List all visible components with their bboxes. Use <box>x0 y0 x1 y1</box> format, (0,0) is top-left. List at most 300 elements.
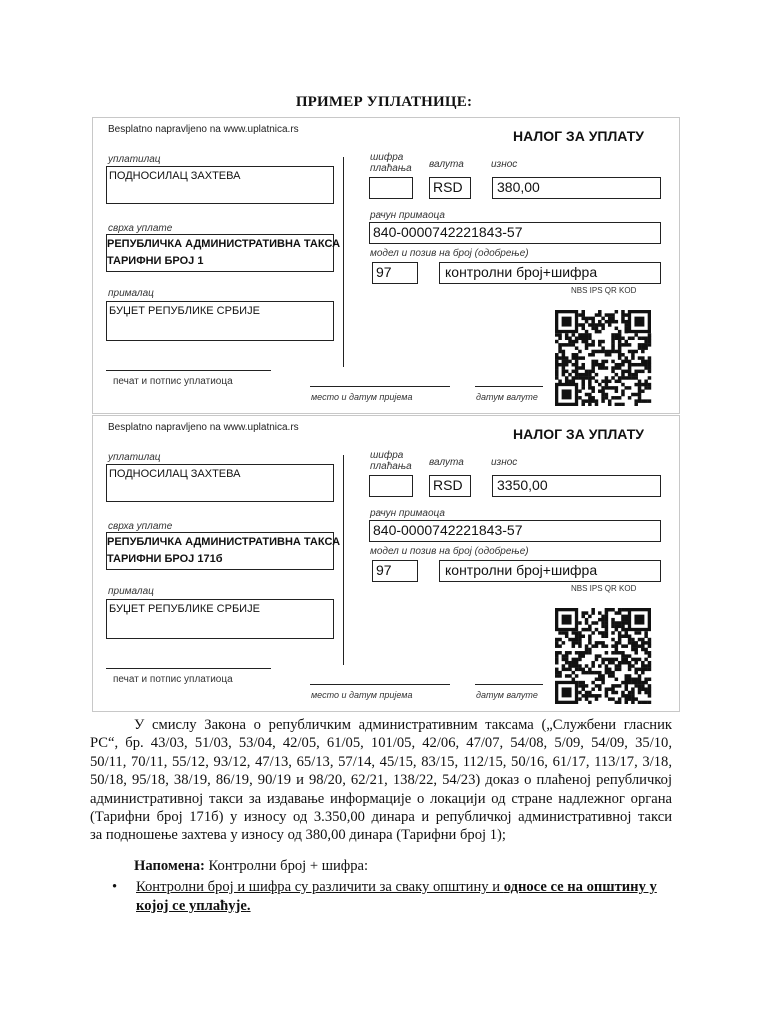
qr-module <box>611 350 615 354</box>
qr-module <box>585 611 589 615</box>
qr-module <box>618 621 622 625</box>
qr-module <box>644 664 648 668</box>
qr-module <box>625 376 629 380</box>
qr-module <box>585 399 589 403</box>
qr-module <box>618 668 622 672</box>
qr-module <box>615 380 619 384</box>
qr-module <box>598 330 602 334</box>
qr-module <box>605 353 609 357</box>
qr-module <box>625 618 629 622</box>
qr-module <box>618 353 622 357</box>
qr-module <box>621 310 625 314</box>
qr-module <box>591 327 595 331</box>
qr-module <box>591 664 595 668</box>
qr-module <box>611 651 615 655</box>
qr-module <box>605 631 609 635</box>
qr-module <box>565 343 569 347</box>
qr-module <box>558 644 562 648</box>
bullet-text-plain: Контролни број и шифра су различити за сваку општину и <box>136 879 504 895</box>
qr-module <box>634 383 638 387</box>
qr-module <box>598 654 602 658</box>
payment-code-label-2: плаћања <box>370 163 412 174</box>
qr-module <box>581 336 585 340</box>
qr-module <box>562 658 566 662</box>
qr-module <box>598 366 602 370</box>
slip-heading: НАЛОГ ЗА УПЛАТУ <box>513 128 644 144</box>
qr-module <box>578 651 582 655</box>
qr-module <box>595 403 599 406</box>
qr-module <box>562 631 566 635</box>
qr-module <box>628 363 632 367</box>
value-date-line <box>475 684 543 685</box>
qr-module <box>595 363 599 367</box>
body-line-2: РС“, бр. 43/03, 51/03, 53/04, 42/05, 61/05, 101/05, 42/06, 47/07, 54/08, 5/09, 54/09, 35/10, <box>90 735 672 752</box>
body-line-5: административној такси за издавање информације о локацији од стране надлежног органа <box>90 790 672 807</box>
qr-module <box>618 346 622 350</box>
qr-module <box>595 399 599 403</box>
qr-module <box>625 661 629 665</box>
qr-module <box>568 668 572 672</box>
qr-module <box>608 323 612 327</box>
qr-module <box>568 340 572 344</box>
qr-module <box>628 386 632 390</box>
qr-module <box>605 396 609 400</box>
qr-module <box>618 641 622 645</box>
qr-module <box>578 691 582 695</box>
qr-module <box>591 621 595 625</box>
qr-module <box>618 634 622 638</box>
qr-module <box>578 323 582 327</box>
qr-module <box>638 389 642 393</box>
qr-module <box>628 366 632 370</box>
qr-module <box>605 625 609 629</box>
place-date-label: место и датум пријема <box>311 392 413 402</box>
qr-module <box>575 336 579 340</box>
brand-text: Besplatno napravljeno na www.uplatnica.rs <box>108 422 299 433</box>
qr-module <box>644 691 648 695</box>
qr-module <box>578 396 582 400</box>
qr-module <box>611 684 615 688</box>
qr-module <box>638 631 642 635</box>
qr-module <box>601 350 605 354</box>
qr-module <box>605 380 609 384</box>
qr-module <box>608 403 612 406</box>
qr-module <box>641 350 645 354</box>
qr-module <box>638 386 642 390</box>
qr-module <box>628 641 632 645</box>
qr-module <box>588 373 592 377</box>
qr-module <box>611 317 615 321</box>
qr-module <box>591 323 595 327</box>
qr-module <box>595 628 599 632</box>
qr-module <box>581 681 585 685</box>
qr-module <box>621 691 625 695</box>
qr-module <box>628 674 632 678</box>
qr-module <box>621 343 625 347</box>
qr-module <box>562 363 566 367</box>
qr-module <box>628 336 632 340</box>
qr-module <box>568 661 572 665</box>
qr-module <box>558 343 562 347</box>
recipient-label: прималац <box>108 586 154 597</box>
qr-module <box>621 376 625 380</box>
qr-module <box>565 333 569 337</box>
qr-module <box>648 360 652 364</box>
qr-module <box>595 327 599 331</box>
qr-module <box>591 611 595 615</box>
qr-module <box>634 697 638 701</box>
qr-module <box>608 608 612 612</box>
qr-module <box>578 350 582 354</box>
qr-module <box>598 684 602 688</box>
qr-module <box>644 681 648 685</box>
qr-module <box>648 661 652 665</box>
qr-module <box>572 356 576 360</box>
qr-module <box>631 678 635 682</box>
qr-module <box>615 320 619 324</box>
qr-module <box>588 615 592 619</box>
qr-module <box>572 641 576 645</box>
qr-module <box>572 658 576 662</box>
qr-module <box>598 389 602 393</box>
qr-module <box>601 678 605 682</box>
qr-module <box>591 376 595 380</box>
payment-code-label-2: плаћања <box>370 461 412 472</box>
qr-module <box>568 373 572 377</box>
qr-module <box>572 678 576 682</box>
qr-finder <box>562 687 572 697</box>
qr-module <box>644 631 648 635</box>
qr-module <box>634 668 638 672</box>
qr-module <box>628 350 632 354</box>
qr-module <box>601 386 605 390</box>
qr-module <box>591 350 595 354</box>
qr-module <box>591 399 595 403</box>
qr-module <box>565 376 569 380</box>
qr-module <box>618 631 622 635</box>
qr-module <box>631 638 635 642</box>
qr-module <box>581 380 585 384</box>
qr-module <box>615 628 619 632</box>
qr-module <box>608 380 612 384</box>
qr-module <box>611 625 615 629</box>
qr-module <box>595 330 599 334</box>
qr-module <box>591 366 595 370</box>
place-date-line <box>310 684 450 685</box>
qr-module <box>648 654 652 658</box>
place-date-label: место и датум пријема <box>311 690 413 700</box>
qr-module <box>648 340 652 344</box>
qr-module <box>601 380 605 384</box>
qr-module <box>572 638 576 642</box>
qr-module <box>628 343 632 347</box>
qr-module <box>621 618 625 622</box>
payment-code-label: шифра <box>370 152 404 163</box>
qr-module <box>562 360 566 364</box>
qr-module <box>581 363 585 367</box>
payer-label: уплатилац <box>108 452 161 463</box>
qr-module <box>575 664 579 668</box>
qr-module <box>638 356 642 360</box>
qr-module <box>558 350 562 354</box>
qr-module <box>588 386 592 390</box>
qr-module <box>601 340 605 344</box>
qr-module <box>621 393 625 397</box>
body-line-4: 50/18, 95/18, 38/19, 86/19, 90/19 и 98/20, 62/21, 138/22, 54/23) доказ о плаћеној републичкој <box>90 772 672 789</box>
account-label: рачун примаоца <box>370 508 445 519</box>
qr-module <box>638 658 642 662</box>
qr-module <box>644 641 648 645</box>
qr-module <box>578 313 582 317</box>
qr-module <box>585 671 589 675</box>
qr-module <box>598 383 602 387</box>
qr-module <box>588 380 592 384</box>
qr-module <box>625 681 629 685</box>
qr-module <box>634 363 638 367</box>
qr-module <box>568 360 572 364</box>
currency-value: RSD <box>433 179 463 195</box>
qr-module <box>601 346 605 350</box>
qr-module <box>565 674 569 678</box>
qr-module <box>638 380 642 384</box>
signature-label: печат и потпис уплатиоца <box>113 674 233 685</box>
qr-module <box>631 648 635 652</box>
qr-module <box>615 611 619 615</box>
qr-module <box>618 343 622 347</box>
qr-module <box>608 661 612 665</box>
qr-module <box>595 350 599 354</box>
qr-module <box>558 363 562 367</box>
qr-module <box>621 317 625 321</box>
qr-module <box>648 694 652 698</box>
qr-module <box>581 654 585 658</box>
qr-module <box>641 681 645 685</box>
currency-label: валута <box>429 457 464 468</box>
qr-module <box>581 668 585 672</box>
qr-module <box>595 671 599 675</box>
qr-module <box>565 336 569 340</box>
qr-module <box>598 323 602 327</box>
qr-module <box>601 399 605 403</box>
qr-module <box>565 380 569 384</box>
qr-module <box>572 631 576 635</box>
qr-module <box>605 376 609 380</box>
qr-module <box>615 363 619 367</box>
qr-module <box>555 644 559 648</box>
qr-module <box>572 353 576 357</box>
qr-module <box>578 376 582 380</box>
qr-module <box>634 658 638 662</box>
qr-label: NBS IPS QR KOD <box>571 286 637 295</box>
qr-module <box>562 350 566 354</box>
qr-module <box>634 684 638 688</box>
qr-module <box>585 691 589 695</box>
qr-module <box>578 389 582 393</box>
qr-module <box>615 625 619 629</box>
qr-module <box>611 697 615 701</box>
qr-module <box>618 625 622 629</box>
qr-module <box>625 356 629 360</box>
qr-module <box>575 634 579 638</box>
qr-module <box>648 370 652 374</box>
qr-module <box>641 356 645 360</box>
qr-module <box>591 396 595 400</box>
qr-module <box>575 360 579 364</box>
qr-module <box>581 694 585 698</box>
qr-module <box>588 625 592 629</box>
qr-module <box>572 644 576 648</box>
amount-value: 3350,00 <box>497 477 548 493</box>
qr-module <box>558 336 562 340</box>
place-date-line <box>310 386 450 387</box>
qr-module <box>615 373 619 377</box>
qr-module <box>581 615 585 619</box>
qr-module <box>621 694 625 698</box>
qr-module <box>581 386 585 390</box>
qr-module <box>644 336 648 340</box>
qr-module <box>634 651 638 655</box>
qr-module <box>631 691 635 695</box>
qr-module <box>555 654 559 658</box>
qr-module <box>634 631 638 635</box>
payment-code-field[interactable] <box>369 475 413 497</box>
qr-module <box>631 376 635 380</box>
qr-module <box>644 678 648 682</box>
payment-code-field[interactable] <box>369 177 413 199</box>
qr-module <box>615 327 619 331</box>
qr-module <box>628 691 632 695</box>
qr-module <box>615 333 619 337</box>
qr-module <box>585 628 589 632</box>
qr-module <box>618 608 622 612</box>
qr-module <box>562 373 566 377</box>
qr-module <box>598 310 602 314</box>
qr-module <box>581 684 585 688</box>
qr-module <box>588 651 592 655</box>
qr-module <box>562 343 566 347</box>
qr-module <box>581 628 585 632</box>
qr-module <box>625 684 629 688</box>
qr-module <box>618 366 622 370</box>
qr-module <box>648 651 652 655</box>
qr-module <box>601 621 605 625</box>
qr-module <box>615 691 619 695</box>
qr-module <box>591 370 595 374</box>
value-date-label: датум валуте <box>476 690 538 700</box>
qr-module <box>625 631 629 635</box>
qr-module <box>572 671 576 675</box>
qr-module <box>588 628 592 632</box>
qr-module <box>585 373 589 377</box>
qr-module <box>631 687 635 691</box>
qr-module <box>615 366 619 370</box>
qr-module <box>555 671 559 675</box>
qr-module <box>585 333 589 337</box>
qr-module <box>598 313 602 317</box>
qr-module <box>591 608 595 612</box>
qr-module <box>618 356 622 360</box>
qr-module <box>621 634 625 638</box>
qr-module <box>572 363 576 367</box>
qr-module <box>634 641 638 645</box>
qr-module <box>628 661 632 665</box>
qr-module <box>634 681 638 685</box>
qr-module <box>638 674 642 678</box>
qr-module <box>625 687 629 691</box>
qr-module <box>565 668 569 672</box>
qr-module <box>578 638 582 642</box>
qr-module <box>615 350 619 354</box>
qr-module <box>628 654 632 658</box>
amount-label: износ <box>491 457 518 468</box>
qr-module <box>605 664 609 668</box>
value-date-label: датум валуте <box>476 392 538 402</box>
qr-module <box>608 386 612 390</box>
qr-module <box>575 651 579 655</box>
qr-module <box>578 634 582 638</box>
qr-module <box>588 403 592 406</box>
qr-module <box>555 674 559 678</box>
qr-module <box>588 701 592 704</box>
qr-module <box>608 687 612 691</box>
qr-module <box>591 661 595 665</box>
qr-module <box>591 389 595 393</box>
qr-module <box>648 684 652 688</box>
qr-module <box>588 343 592 347</box>
qr-module <box>581 323 585 327</box>
qr-module <box>555 638 559 642</box>
qr-module <box>625 658 629 662</box>
qr-module <box>644 668 648 672</box>
qr-module <box>631 641 635 645</box>
qr-module <box>568 664 572 668</box>
qr-module <box>644 701 648 704</box>
qr-module <box>628 376 632 380</box>
qr-module <box>595 697 599 701</box>
qr-module <box>558 631 562 635</box>
qr-module <box>644 399 648 403</box>
qr-module <box>628 360 632 364</box>
qr-module <box>634 403 638 406</box>
qr-module <box>648 641 652 645</box>
qr-module <box>572 340 576 344</box>
qr-module <box>608 668 612 672</box>
qr-module <box>615 641 619 645</box>
qr-module <box>568 674 572 678</box>
qr-module <box>638 399 642 403</box>
qr-module <box>601 363 605 367</box>
qr-finder <box>562 317 572 327</box>
qr-module <box>625 654 629 658</box>
qr-module <box>601 641 605 645</box>
qr-module <box>634 350 638 354</box>
qr-module <box>644 386 648 390</box>
qr-module <box>641 389 645 393</box>
qr-module <box>638 701 642 704</box>
qr-module <box>558 333 562 337</box>
qr-module <box>555 661 559 665</box>
qr-module <box>565 360 569 364</box>
qr-module <box>595 644 599 648</box>
recipient-value: БУЏЕТ РЕПУБЛИКЕ СРБИЈЕ <box>109 603 260 615</box>
qr-module <box>608 658 612 662</box>
qr-module <box>585 393 589 397</box>
qr-module <box>578 366 582 370</box>
qr-module <box>565 658 569 662</box>
qr-module <box>581 687 585 691</box>
recipient-label: прималац <box>108 288 154 299</box>
qr-module <box>611 336 615 340</box>
